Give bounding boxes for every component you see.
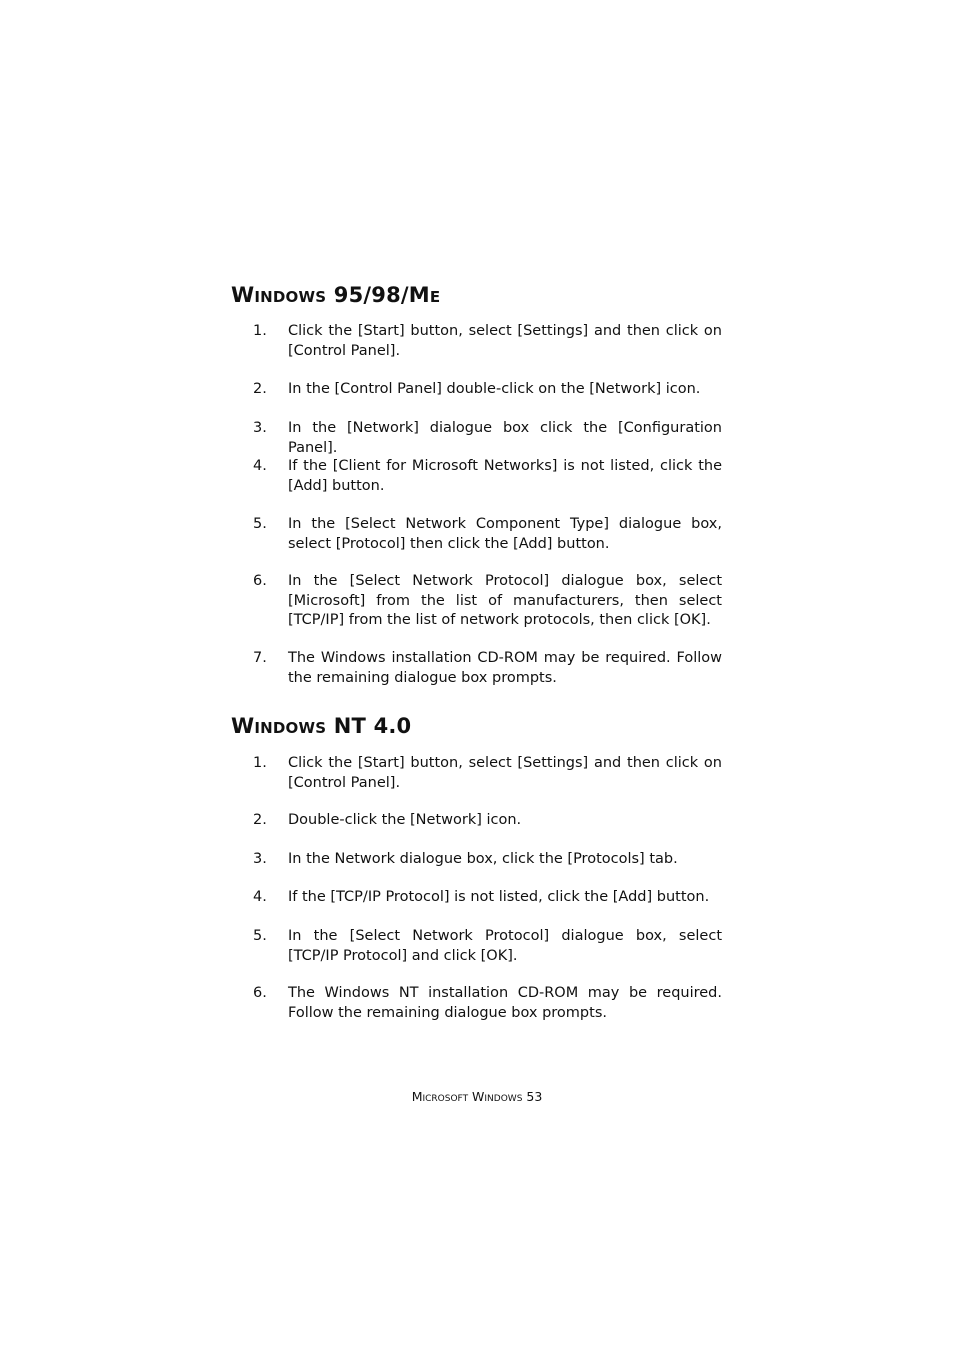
step-text: Click the [Start] button, select [Settings] and then click on [Control Panel].: [288, 755, 722, 791]
step-text: If the [TCP/IP Protocol] is not listed, click the [Add] button.: [288, 889, 710, 905]
step-text: In the [Control Panel] double-click on the [Network] icon.: [288, 381, 701, 397]
step-text: The Windows installation CD-ROM may be required. Follow the remaining dialogue box prompts.: [288, 650, 722, 686]
step-number: 3.: [253, 420, 267, 436]
step-text: In the Network dialogue box, click the [Protocols] tab.: [288, 851, 678, 867]
step-text: In the [Network] dialogue box click the [Configuration Panel].: [288, 420, 722, 456]
step-text: In the [Select Network Component Type] dialogue box, select [Protocol] then click the [Add] button.: [288, 516, 722, 552]
step-number: 3.: [253, 851, 267, 867]
step-text: Double-click the [Network] icon.: [288, 812, 522, 828]
step-text: The Windows NT installation CD-ROM may be required. Follow the remaining dialogue box prompts.: [288, 985, 722, 1021]
step-number: 2.: [253, 381, 267, 397]
step-text: In the [Select Network Protocol] dialogue box, select [TCP/IP Protocol] and click [OK].: [288, 928, 722, 964]
step-number: 6.: [253, 573, 267, 589]
step-number: 6.: [253, 985, 267, 1001]
section-heading-windows-95-98-me: Windows 95/98/Me: [231, 283, 441, 307]
step-text: In the [Select Network Protocol] dialogue box, select [Microsoft] from the list of manufacturers, then select [TCP/IP] from the list of network protocols, then click [OK].: [288, 573, 722, 628]
step-number: 4.: [253, 889, 267, 905]
section-heading-windows-nt-4-0: Windows NT 4.0: [231, 714, 412, 738]
step-number: 1.: [253, 755, 267, 771]
step-number: 7.: [253, 650, 267, 666]
step-number: 5.: [253, 516, 267, 532]
page-footer: Microsoft Windows 53: [411, 1089, 543, 1104]
step-number: 4.: [253, 458, 267, 474]
step-text: If the [Client for Microsoft Networks] is not listed, click the [Add] button.: [288, 458, 722, 494]
step-number: 1.: [253, 323, 267, 339]
step-text: Click the [Start] button, select [Settings] and then click on [Control Panel].: [288, 323, 722, 359]
step-number: 5.: [253, 928, 267, 944]
step-number: 2.: [253, 812, 267, 828]
